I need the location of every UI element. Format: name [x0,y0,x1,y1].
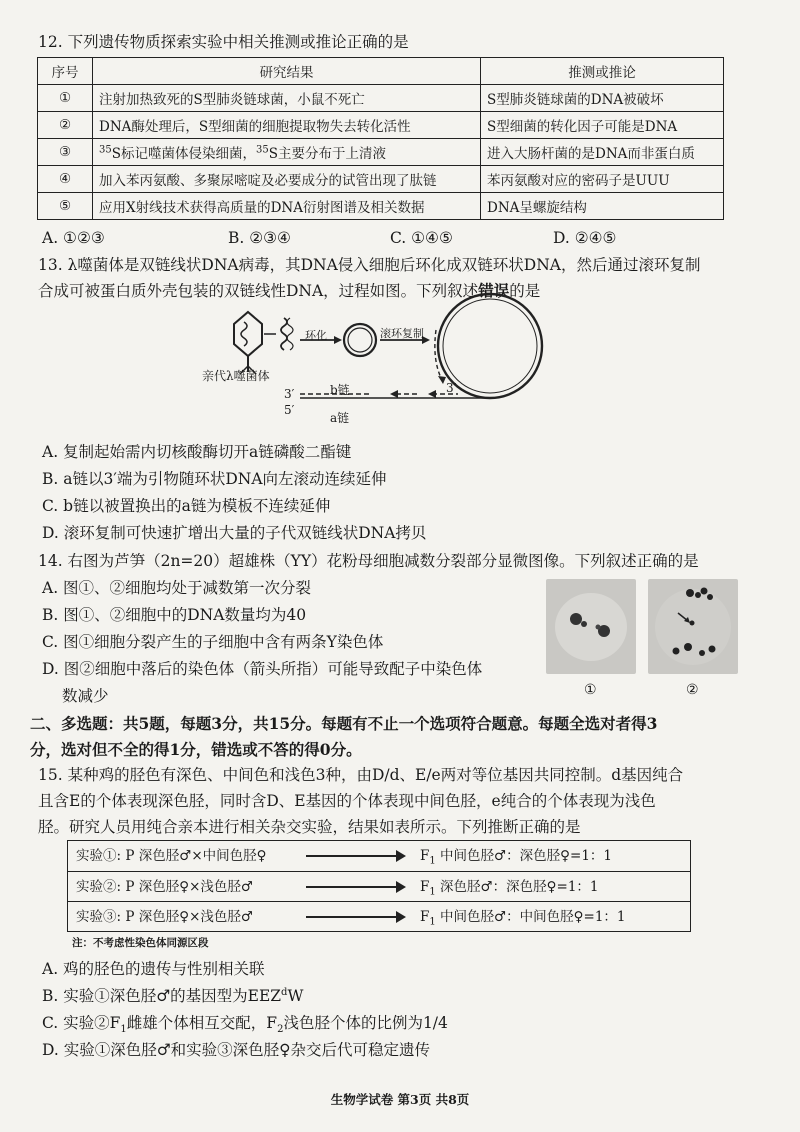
f1-sub: 1 [429,916,436,928]
chromosome-icon [699,650,705,656]
row-inference: 苯丙氨酸对应的密码子是UUU [481,166,724,193]
phage-head-icon [234,312,262,356]
q15-note: 注：不考虑性染色体同源区段 [72,937,209,949]
arrowhead-icon [334,336,342,344]
q13-option-c: C. b链以被置换出的a链为模板不连续延伸 [42,497,331,515]
rolling-circle-inner-icon [443,299,537,393]
q14-option-a: A. 图①、②细胞均处于减数第一次分裂 [42,579,312,597]
cell-body-icon [655,589,731,665]
chromosome-icon [709,646,716,653]
chromosome-icon [673,648,680,655]
arrow-icon [306,886,404,888]
col-header-inference: 推测或推论 [481,58,724,85]
row-num: ① [38,85,93,112]
q13-option-d: D. 滚环复制可快速扩增出大量的子代双链线状DNA拷贝 [42,524,427,542]
option-text: 雌雄个体相互交配，F [126,1014,278,1032]
chromosome-icon [701,588,708,595]
row-num: ② [38,112,93,139]
experiment-result [420,872,599,902]
chromosome-icon [707,594,713,600]
chromosome-icon [596,625,601,630]
result-text: 中间色胫♂：深色胫♀=1：1 [435,848,613,864]
experiment-row [68,901,690,932]
f1-text: F [420,879,430,895]
option-sup: d [281,986,288,998]
q15-stem [38,762,773,840]
micrograph-1 [546,579,636,674]
cell-body-icon [555,593,627,661]
row-result: 加入苯丙氨酸、多聚尿嘧啶及必要成分的试管出现了肽链 [93,166,481,193]
section2-line2: 分，选对但不全的得1分，错选或不答的得0分。 [30,740,362,759]
three-prime-a: 3′ [446,381,457,395]
result-text: 中间色胫♂：中间色胫♀=1：1 [435,909,626,925]
linear-dna-icon [281,318,287,350]
section2-line1: 二、多选题：共5题，每题3分，共15分。每题有不止一个选项符合题意。每题全选对者得3 [30,714,658,733]
f1-sub: 1 [429,855,436,867]
arrowhead-icon [438,376,446,384]
chromosome-icon [570,613,582,625]
experiment-row [68,841,690,871]
experiment-label: 实验①: P 深色胫♂×中间色胫♀ [76,848,267,864]
isotope-sup: 35 [255,144,269,156]
chromosome-icon [695,592,701,598]
q14-stem: 14. 右图为芦笋（2n=20）超雄株（YY）花粉母细胞减数分裂部分显微图像。下列叙述正确的是 [38,552,699,570]
result-text: S标记噬菌体侵染细菌， [111,146,256,162]
fig-label-1: ① [584,682,597,698]
row-num: ④ [38,166,93,193]
option-text: 浅色胫个体的比例为1/4 [283,1014,448,1032]
three-prime-b: 3′ [284,387,295,401]
row-result: 注射加热致死的S型肺炎链球菌，小鼠不死亡 [93,85,481,112]
q12-option-d: D. ②④⑤ [553,229,617,247]
row-inference: S型细菌的转化因子可能是DNA [481,112,724,139]
arrowhead-icon [390,390,398,398]
page-footer: 生物学试卷 第3页 共8页 [330,1092,470,1107]
rolling-label: 滚环复制 [380,327,424,340]
experiment-result [420,841,612,871]
option-sub: 1 [120,1024,127,1036]
q12-stem: 12. 下列遗传物质探索实验中相关推测或推论正确的是 [38,33,409,51]
five-prime-a: 5′ [284,403,295,417]
col-header-result: 研究结果 [93,58,481,85]
f1-sub: 1 [429,886,436,898]
arrowhead-icon [428,390,436,398]
row-inference: 进入大肠杆菌的是DNA而非蛋白质 [481,139,724,166]
q12-option-a: A. ①②③ [42,229,105,247]
option-text: C. 实验②F [42,1014,121,1032]
q14-option-b: B. 图①、②细胞中的DNA数量均为40 [42,606,307,624]
row-result: 应用X射线技术获得高质量的DNA衍射图谱及相关数据 [93,193,481,220]
q14-option-c: C. 图①细胞分裂产生的子细胞中含有两条Y染色体 [42,633,384,651]
q15-option-c [42,1011,448,1035]
experiment-row [68,871,690,902]
micrograph-2 [648,579,738,674]
q14-option-d: D. 图②细胞中落后的染色体（箭头所指）可能导致配子中染色体 [42,660,483,678]
row-num: ③ [38,139,93,166]
isotope-sup: 35 [99,144,112,156]
row-result: DNA酶处理后，S型细菌的细胞提取物失去转化活性 [93,112,481,139]
row-num: ⑤ [38,193,93,220]
arrow-icon [306,855,404,857]
option-sub: 2 [277,1024,284,1036]
experiment-result [420,902,626,932]
phage-label: 亲代λ噬菌体 [202,369,270,383]
circular-dna-inner-icon [348,328,372,352]
cyclize-label: 环化 [305,329,327,342]
q15-option-b [42,984,303,1008]
q15-stem-line2: 且含E的个体表现深色胫，同时含D、E基因的个体表现中间色胫，e纯合的个体表现为浅色 [38,792,656,810]
experiment-label: 实验③: P 深色胫♀×浅色胫♂ [76,909,253,925]
experiment-label: 实验②: P 深色胫♀×浅色胫♂ [76,879,253,895]
section2-heading [30,711,780,763]
chromosome-icon [686,589,694,597]
option-text: W [287,987,304,1005]
micrograph-2-image [648,579,738,674]
lagging-chromosome-icon [690,621,695,626]
q13-option-a: A. 复制起始需内切核酸酶切开a链磷酸二酯键 [42,443,352,461]
q15-stem-line3: 胫。研究人员用纯合亲本进行相关杂交实验，结果如表所示。下列推断正确的是 [38,818,581,836]
fig-label-2: ② [686,682,699,698]
q15-option-a: A. 鸡的胫色的遗传与性别相关联 [42,960,265,978]
q13-option-b: B. a链以3′端为引物随环状DNA向左滚动连续延伸 [42,470,387,488]
arrow-icon [306,916,404,918]
circular-dna-icon [344,324,376,356]
q15-option-d: D. 实验①深色胫♂和实验③深色胫♀杂交后代可稳定遗传 [42,1041,430,1059]
q13-stem-emphasis: 错误 [478,281,510,300]
q13-stem-text: 合成可被蛋白质外壳包装的双链线性DNA，过程如图。下列叙述 [38,282,479,300]
q15-stem-line1: 15. 某种鸡的胫色有深色、中间色和浅色3种，由D/d、E/e两对等位基因共同控制。d基因纯合 [38,766,684,784]
q13-stem-tail: 的是 [509,282,541,300]
option-text: B. 实验①深色胫♂的基因型为EEZ [42,987,282,1005]
col-header-num: 序号 [38,58,93,85]
a-chain-label: a链 [330,411,350,425]
q15-experiment-table [67,840,691,932]
f1-text: F [420,909,430,925]
row-inference: S型肺炎链球菌的DNA被破坏 [481,85,724,112]
phage-dna-icon [241,322,247,346]
q13-stem-line1: 13. λ噬菌体是双链线状DNA病毒，其DNA侵入细胞后环化成双链环状DNA，然后通过滚环复制 [38,256,701,274]
b-chain-label: b链 [330,383,350,397]
micrograph-1-image [546,579,636,674]
q12-option-c: C. ①④⑤ [390,229,453,247]
chromosome-icon [684,643,692,651]
chromosome-icon [581,621,587,627]
result-text: S主要分布于上清液 [268,146,386,162]
q12-option-b: B. ②③④ [228,229,291,247]
linear-dna-strand-icon [287,318,293,350]
result-text: 深色胫♂：深色胫♀=1：1 [435,879,599,895]
q14-option-d-cont: 数减少 [62,687,109,705]
f1-text: F [420,848,430,864]
row-inference: DNA呈螺旋结构 [481,193,724,220]
